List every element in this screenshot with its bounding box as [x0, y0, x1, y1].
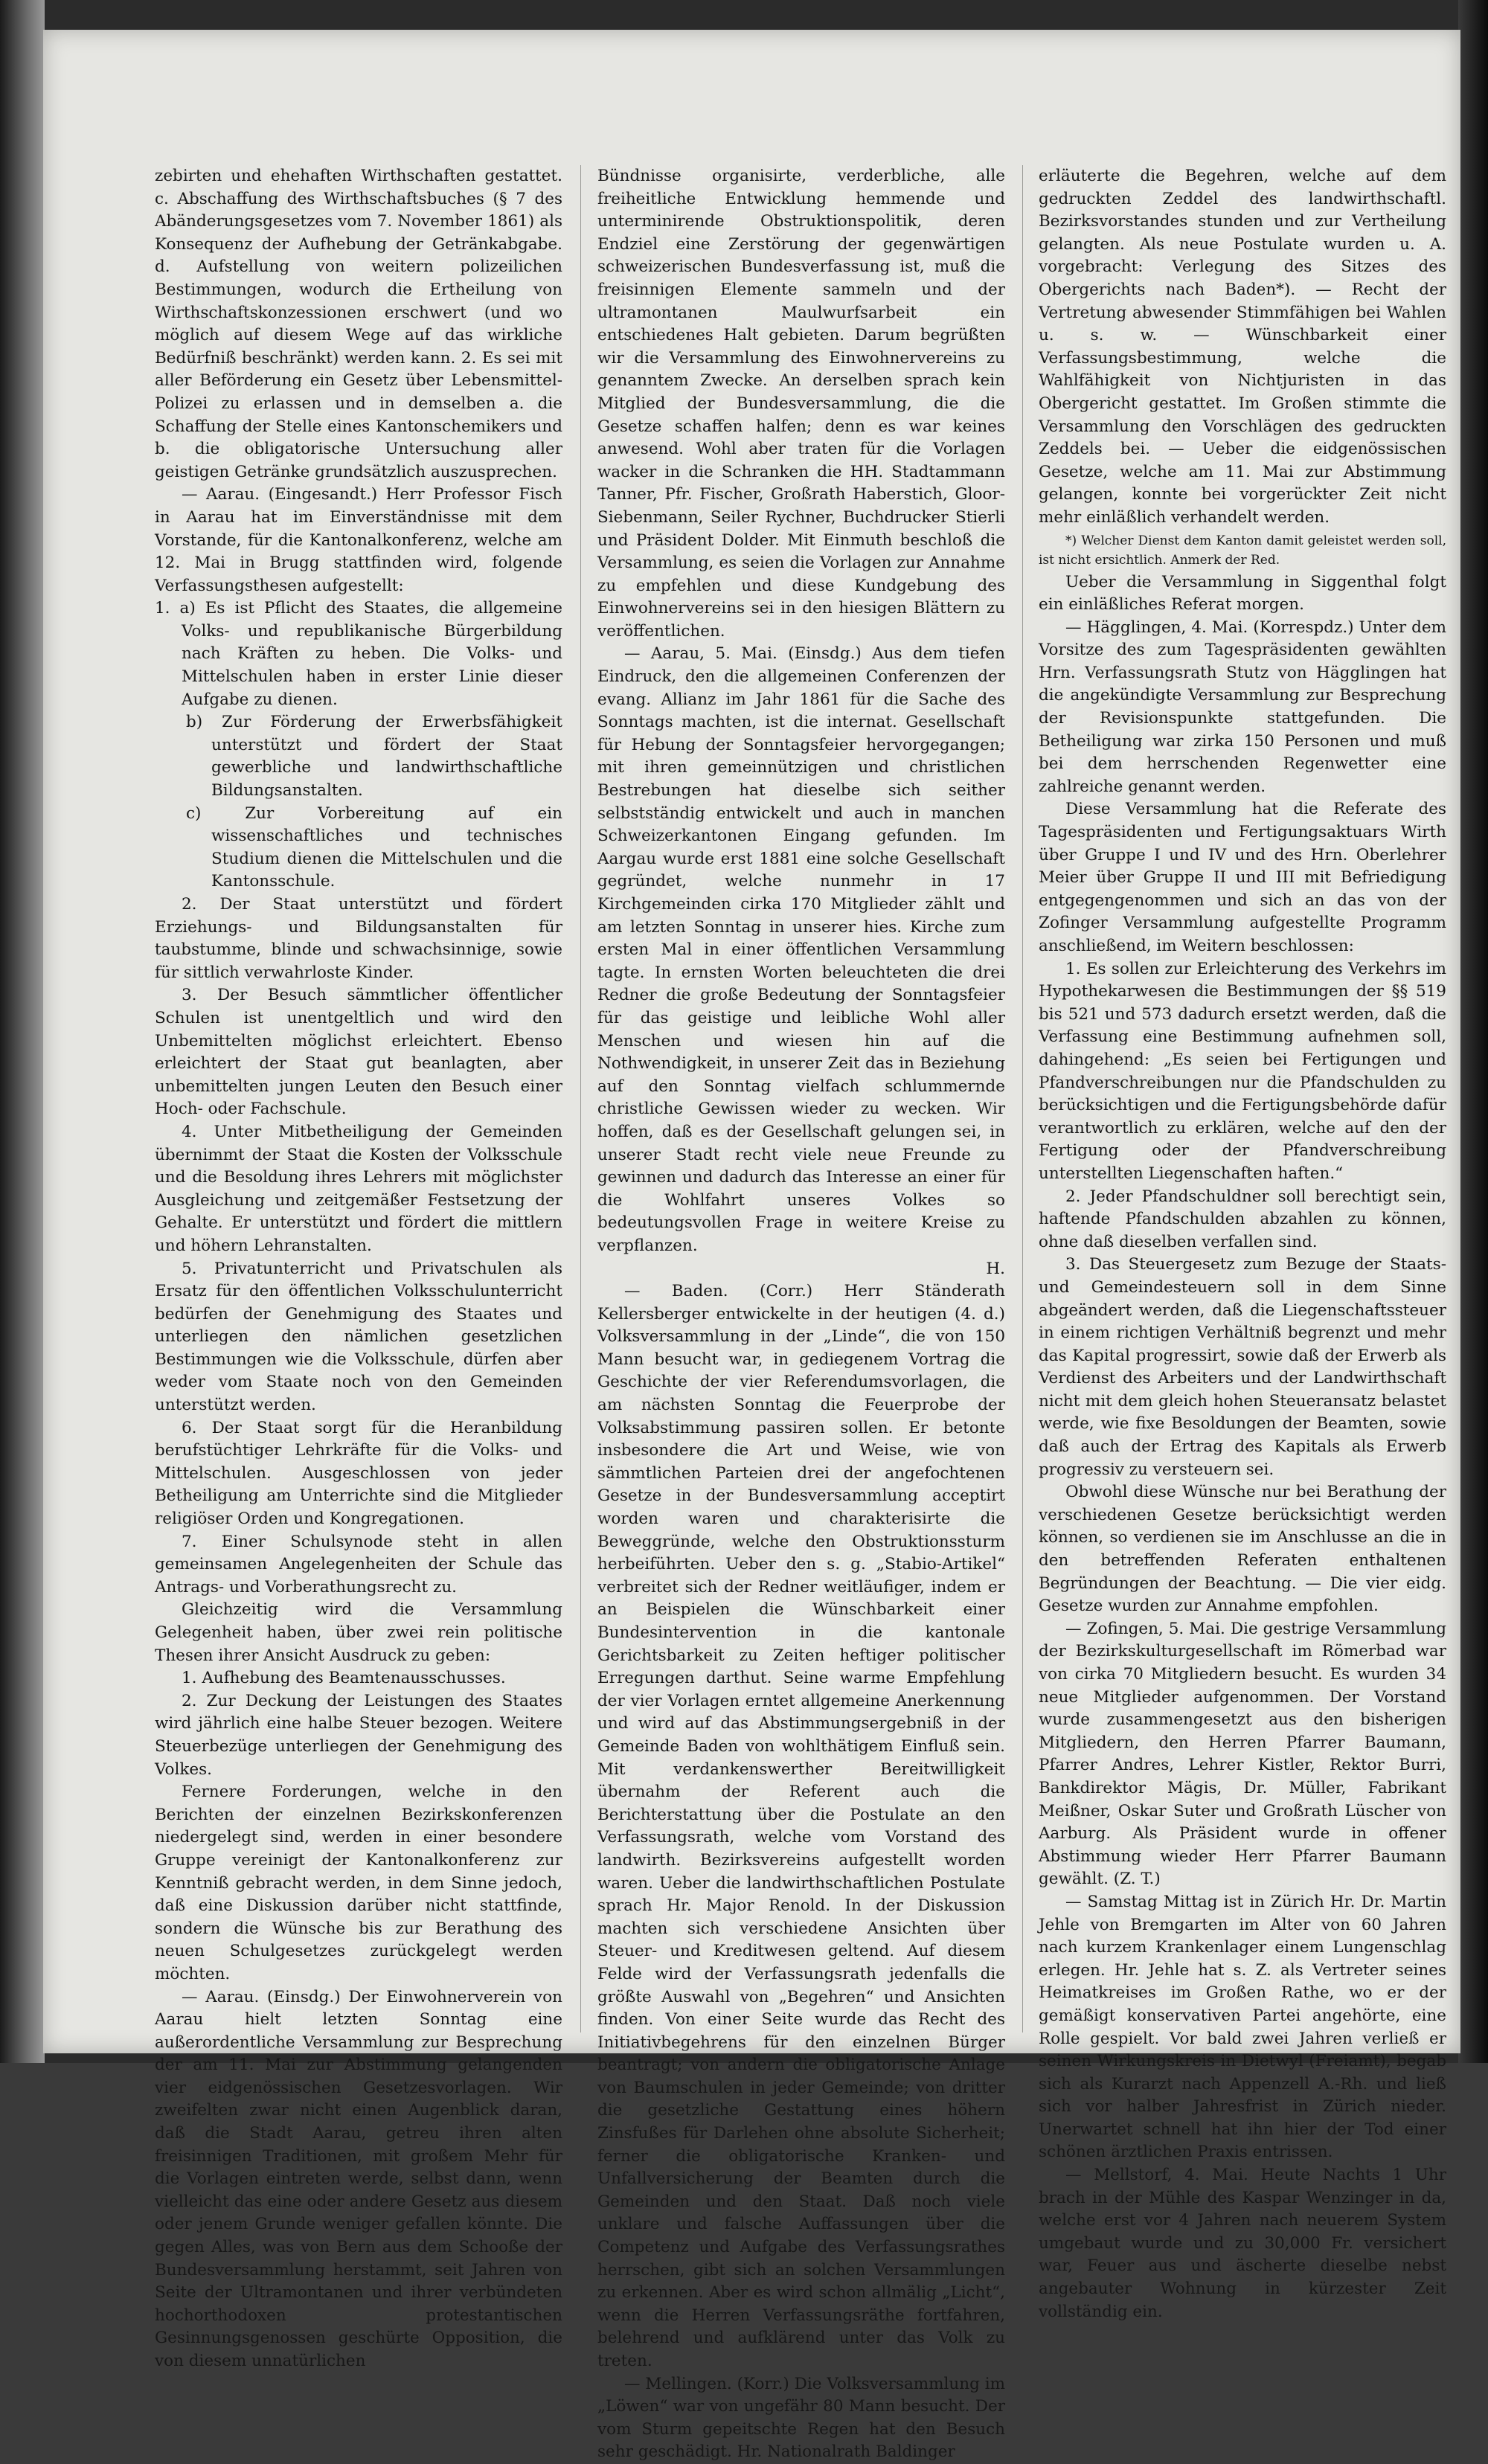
paragraph: — Aarau, 5. Mai. (Einsdg.) Aus dem tiefen Eindruck, den die allgemeinen Conferenzen der evang. Allianz im Jahr 1861 für die Sache des Sonntags machten, ist die internat. Gesellschaft für Hebung der Sonntagsfeier hervorgegangen; mit ihren gemeinnützigen und christlichen Bestrebungen hat dieselbe sich seither selbstständig entwickelt und auch in manchen Schweizerkantonen Eingang gefunden. Im Aargau wurde erst 1881 eine solche Gesellschaft gegründet, welche nunmehr in 17 Kirchgemeinden cirka 170 Mitglieder zählt und am letzten Sonntag in unserer hies. Kirche zum ersten Mal in einer öffentlichen Versammlung tagte. In ernsten Worten beleuchteten die drei Redner die große Bedeutung der Sonntagsfeier für das geistige und leibliche Wohl aller Menschen und wiesen hin auf die Nothwendigkeit, in unserer Zeit das in Beziehung auf den Sonntag vielfach schlummernde christliche Gewissen wieder zu wecken. Wir hoffen, daß es der Gesellschaft gelungen sei, in unserer Stadt recht viele neue Freunde zu gewinnen und dadurch das Interesse an einer für die Wohlfahrt unseres Volkes so bedeutungsvollen Frage in weitere Kreise zu verpflanzen.	[597, 644, 1005, 1255]
paragraph: Obwohl diese Wünsche nur bei Berathung der verschiedenen Gesetze berücksichtigt werden können, so verdienen sie im Anschlusse an die in den betreffenden Referaten enthaltenen Begründungen der Beachtung. — Die vier eidg. Gesetze wurden zur Annahme empfohlen.	[1039, 1483, 1446, 1616]
paragraph: — Aarau. (Einsdg.) Der Einwohnerverein von Aarau hielt letzten Sonntag eine außerordentliche Versammlung zur Besprechung der am 11. Mai zur Abstimmung gelangenden vier eidgenössischen Gesetzesvorlagen. Wir zweifelten zwar nicht einen Augenblick daran, daß die Stadt Aarau, getreu ihren alten freisinnigen Traditionen, mit großem Mehr für die Vorlagen eintreten werde, selbst dann, wenn vielleicht das eine oder andere Gesetz aus diesem oder jenem Grunde weniger gefallen könnte. Die gegen Alles, was von Bern aus dem Schooße der Bundesversammlung herstammt, seit Jahren von Seite der Ultramontanen und ihrer verbündeten hochorthodoxen protestantischen Gesinnungsgenossen geschürte Opposition, die von diesem unnatürlichen	[155, 1987, 562, 2370]
paragraph: Fernere Forderungen, welche in den Berichten der einzelnen Bezirkskonferenzen niedergelegt sind, werden in einer besondere Gruppe vereinigt der Kantonalkonferenz zur Kenntniß gebracht werden, in dem Sinne jedoch, daß eine Diskussion darüber nicht stattfinde, sondern die Wünsche bis zur Berathung des neuen Schulgesetzes zurückgelegt werden möchten.	[155, 1783, 562, 1983]
column-divider	[1022, 165, 1023, 2033]
source-tag: (Z. T.)	[1113, 1870, 1161, 1889]
thesis-item: 4. Unter Mitbetheiligung der Gemeinden übernimmt der Staat die Kosten der Volksschule und die Besoldung ihres Lehrers mit möglichster Ausgleichung und zeitgemäßer Festsetzung der Gehalte. Er unterstützt und fördert die mittlern und höhern Lehranstalten.	[155, 1122, 562, 1255]
thesis-item: 2. Zur Deckung der Leistungen des Staates wird jährlich eine halbe Steuer bezogen. Weitere Steuerbezüge unterliegen der Genehmigung des Volkes.	[155, 1691, 562, 1779]
newspaper-page	[43, 30, 1460, 2462]
paragraph: Diese Versammlung hat die Referate des Tagespräsidenten und Fertigungsaktuars Wirth über Gruppe I und IV und des Hrn. Oberlehrer Meier über Gruppe II und III mit Befriedigung entgegengenommen und sich an das von der Zofinger Versammlung aufgestellte Programm anschließend, im Weitern beschlossen:	[1039, 800, 1446, 955]
thesis-item: 5. Privatunterricht und Privatschulen als Ersatz für den öffentlichen Volksschulunterricht bedürfen der Genehmigung des Staates und unterliegen den nämlichen gesetzlichen Bestimmungen wie die Volksschule, dürfen aber weder vom Staate noch von den Gemeinden unterstützt werden.	[155, 1259, 562, 1415]
paragraph-text: — Zofingen, 5. Mai. Die gestrige Versammlung der Bezirkskulturgesellschaft im Römerbad war von cirka 70 Mitgliedern besucht. Es wurden 34 neue Mitglieder aufgenommen. Der Vorstand wurde zusammengesetzt aus den bisherigen Mitgliedern, den Herren Pfarrer Baumann, Pfarrer Andres, Lehrer Kistler, Rektor Burri, Bankdirektor Mägis, Dr. Müller, Fabrikant Meißner, Oskar Suter und Großrath Lüscher von Aarburg. Als Präsident wurde in offener Abstimmung wieder Herr Pfarrer Baumann gewählt.	[1039, 1619, 1446, 1889]
column-1	[155, 165, 562, 2373]
resolution-item: 2. Jeder Pfandschuldner soll berechtigt sein, haftende Pfandschulden abzahlen zu können, ohne daß dieselben verfallen sind.	[1039, 1187, 1446, 1251]
page-text-area	[155, 165, 1449, 2462]
paragraph: — Samstag Mittag ist in Zürich Hr. Dr. Martin Jehle von Bremgarten im Alter von 60 Jahren nach kurzem Krankenlager einem Lungenschlag erlegen. Hr. Jehle hat s. Z. als Vertreter seines Heimatkreises im Großen Rathe, wo er der gemäßigt konservativen Partei angehörte, eine Rolle gespielt. Vor bald zwei Jahren verließ er seinen Wirkungskreis in Dietwyl (Freiamt), begab sich als Kurarzt nach Appenzell A.-Rh. und ließ sich vor halber Jahresfrist in Zürich nieder. Unerwartet schnell hat ihn hier der Tod einer schönen ärztlichen Praxis entrissen.	[1039, 1892, 1446, 2162]
paragraph: erläuterte die Begehren, welche auf dem gedruckten Zeddel des landwirthschaftl. Bezirksvorstandes stunden und zur Vertheilung gelangten. Als neue Postulate wurden u. A. vorgebracht: Verlegung des Sitzes des Obergerichts nach Baden*). — Recht der Vertretung abwesender Stimmfähigen bei Wahlen u. s. w. — Wünschbarkeit einer Verfassungsbestimmung, welche die Wahlfähigkeit von Nichtjuristen in das Obergericht gestattet. Im Großen stimmte die Versammlung den Vorschlägen des gedruckten Zeddels bei. — Ueber die eidgenössischen Gesetze, welche am 11. Mai zur Abstimmung gelangen, konnte bei vorgerückter Zeit nicht mehr einläßlich verhandelt werden.	[1039, 167, 1446, 527]
paragraph: — Mellstorf, 4. Mai. Heute Nachts 1 Uhr brach in der Mühle des Kaspar Wenzinger in da, welche erst vor 4 Jahren nach neuerem System umgebaut wurde und zu 30,000 Fr. versichert war, Feuer aus und äscherte dieselbe nebst angebauter Wohnung in kürzester Zeit vollständig ein.	[1039, 2166, 1446, 2321]
resolution-item: 1. Es sollen zur Erleichterung des Verkehrs im Hypothekarwesen die Bestimmungen der §§ 519 bis 521 und 573 dadurch ersetzt werden, daß die Verfassung eine Bestimmung aufnehmen soll, dahingehend: „Es seien bei Fertigungen und Pfandverschreibungen nur die Pfandschulden zu berücksichtigen und die Fertigungsbehörde dafür verantwortlich zu erklären, welche auf den der Fertigung oder der Pfandverschreibung unterstellten Liegenschaften haften.“	[1039, 959, 1446, 1183]
paragraph: — Mellingen. (Korr.) Die Volksversammlung im „Löwen“ war von ungefähr 80 Mann besucht. Der vom Sturm gepeitschte Regen hat den Besuch sehr geschädigt. Hr. Nationalrath Baldinger	[597, 2374, 1005, 2462]
paragraph: — Baden. (Corr.) Herr Ständerath Kellersberger entwickelte in der heutigen (4. d.) Volksversammlung in der „Linde“, die von 150 Mann besucht war, in gediegenem Vortrag die Geschichte der vier Referendumsvorlagen, die am nächsten Sonntag die Feuerprobe der Volksabstimmung passiren sollen. Er betonte insbesondere die Art und Weise, wie von sämmtlichen Parteien drei der angefochtenen Gesetze in der Bundesversammlung acceptirt worden waren und charakterisirte die Beweggründe, welche den Obstruktionssturm herbeiführten. Ueber den s. g. „Stabio-Artikel“ verbreitet sich der Redner weitläufiger, indem er an Beispielen die Wünschbarkeit einer Bundesintervention in die kantonale Gerichtsbarkeit zu Zeiten heftiger politischer Erregungen darthut. Seine warme Empfehlung der vier Vorlagen erntet allgemeine Anerkennung und wird auf das Abstimmungsergebniß in der Gemeinde Baden von wohlthätigem Einfluß sein. Mit verdankenswerther Bereitwilligkeit übernahm der Referent auch die Berichterstattung über die Postulate an den Verfassungsrath, welche vom Vorstand des landwirth. Bezirksvereins aufgestellt worden waren. Ueber die landwirthschaftlichen Postulate sprach Hr. Major Renold. In der Diskussion machten sich verschiedene Ansichten über Steuer- und Kreditwesen geltend. Auf diesem Felde wird der Verfassungsrath jedenfalls die größte Auswahl von „Begehren“ und Ansichten finden. Von einer Seite wurde das Recht des Initiativbegehrens für den einzelnen Bürger beantragt; von andern die obligatorische Anlage von Baumschulen in jeder Gemeinde; von dritter die gesetzliche Gestattung eines höhern Zinsfußes für Darlehen ohne absolute Sicherheit; ferner die obligatorische Kranken- und Unfallversicherung der Beamten durch die Gemeinden und den Staat. Daß noch viele unklare und falsche Auffassungen über die Competenz und Aufgabe des Verfassungsrathes herrschen, gibt sich an solchen Versammlungen zu erkennen. Aber es wird schon allmälig „Licht“, wenn die Herren Verfassungsräthe fortfahren, belehrend und aufklärend unter das Volk zu treten.	[597, 1282, 1005, 2370]
thesis-item: 2. Der Staat unterstützt und fördert Erziehungs- und Bildungsanstalten für taubstumme, blinde und schwachsinnige, sowie für sittlich verwahrloste Kinder.	[155, 895, 562, 982]
paragraph: Gleichzeitig wird die Versammlung Gelegenheit haben, über zwei rein politische Thesen ihrer Ansicht Ausdruck zu geben:	[155, 1600, 562, 1665]
book-spine-edge	[0, 0, 45, 2063]
thesis-subitem: c) Zur Vorbereitung auf ein wissenschaftliches und technisches Studium dienen die Mittelschulen und die Kantonsschule.	[186, 803, 562, 891]
paragraph: Ueber die Versammlung in Siggenthal folgt ein einläßliches Referat morgen.	[1039, 572, 1446, 615]
signature: H.	[986, 1259, 1005, 1278]
thesis-item: 7. Einer Schulsynode steht in allen gemeinsamen Angelegenheiten der Schule das Antrags- und Vorberathungsrecht zu.	[155, 1532, 562, 1597]
paragraph: Bündnisse organisirte, verderbliche, alle freiheitliche Entwicklung hemmende und unterminirende Obstruktionspolitik, deren Endziel eine Zerstörung der gegenwärtigen schweizerischen Bundesverfassung ist, muß die freisinnigen Elemente sammeln und der ultramontanen Maulwurfsarbeit ein entschiedenes Halt gebieten. Darum begrüßten wir die Versammlung des Einwohnervereins zu genanntem Zwecke. An derselben sprach kein Mitglied der Bundesversammlung, die die Gesetze schaffen halfen; denn es war keines anwesend. Wohl aber traten für die Vorlagen wacker in die Schranken die HH. Stadtammann Tanner, Pfr. Fischer, Großrath Haberstich, Gloor-Siebenmann, Seiler Rychner, Buchdrucker Stierli und Präsident Dolder. Mit Einmuth beschloß die Versammlung, es seien die Vorlagen zur Annahme zu empfehlen und diese Kundgebung des Einwohnervereins sei in den hiesigen Blättern zu veröffentlichen.	[597, 167, 1005, 641]
paragraph	[1039, 1618, 1446, 1891]
thesis-subitem: b) Zur Förderung der Erwerbsfähigkeit unterstützt und fördert der Staat gewerbliche und landwirthschaftliche Bildungsanstalten.	[186, 713, 562, 801]
paragraph: — Aarau. (Eingesandt.) Herr Professor Fisch in Aarau hat im Einverständnisse mit dem Vorstande, für die Kantonalkonferenz, welche am 12. Mai in Brugg stattfinden wird, folgende Verfassungsthesen aufgestellt:	[155, 485, 562, 595]
column-divider	[580, 165, 581, 2033]
paragraph: zebirten und ehehaften Wirthschaften gestattet. c. Abschaffung des Wirthschaftsbuches (§ 7 des Abänderungsgesetzes vom 7. November 1861) als Konsequenz der Aufhebung der Getränkabgabe. d. Aufstellung von weitern polizeilichen Bestimmungen, wodurch die Ertheilung von Wirthschaftskonzessionen erschwert (und wo möglich auf diesem Wege auf das wirkliche Bedürfniß beschränkt) werden kann. 2. Es sei mit aller Beförderung ein Gesetz über Lebensmittel-Polizei zu erlassen und in demselben a. die Schaffung der Stelle eines Kantonschemikers und b. die obligatorische Untersuchung aller geistigen Getränke grundsätzlich auszusprechen.	[155, 167, 562, 481]
thesis-item: 3. Der Besuch sämmtlicher öffentlicher Schulen ist unentgeltlich und wird den Unbemittelten möglichst erleichtert. Ebenso erleichtert der Staat gut beanlagten, aber unbemittelten jungen Leuten den Besuch einer Hoch- oder Fachschule.	[155, 986, 562, 1119]
column-3	[1039, 165, 1446, 2323]
column-2	[597, 165, 1005, 2464]
thesis-item: 1. a) Es ist Pflicht des Staates, die allgemeine Volks- und republikanische Bürgerbildung nach Kräften zu heben. Die Volks- und Mittelschulen haben in erster Linie dieser Aufgabe zu dienen.	[155, 599, 562, 709]
resolution-item: 3. Das Steuergesetz zum Bezuge der Staats- und Gemeindesteuern soll in dem Sinne abgeändert werden, daß die Liegenschaftssteuer in einem richtigen Verhältniß begrenzt und mehr das Kapital progressirt, sowie daß der Erwerb als Verdienst des Arbeiters und der Landwirthschaft nicht mit dem gleich hohen Steueransatz belastet werde, wie fixe Besoldungen der Beamten, sowie daß auch der Ertrag des Kapitals als Erwerb progressiv zu versteuern sei.	[1039, 1255, 1446, 1479]
thesis-item: 1. Aufhebung des Beamtenausschusses.	[182, 1669, 506, 1688]
paragraph: — Hägglingen, 4. Mai. (Korrespdz.) Unter dem Vorsitze des zum Tagespräsidenten gewählten Hrn. Verfassungsrath Stutz von Hägglingen hat die angekündigte Versammlung zur Besprechung der Revisionspunkte stattgefunden. Die Betheiligung war zirka 150 Personen und muß bei dem herrschenden Regenwetter eine zahlreiche genannt werden.	[1039, 617, 1446, 796]
thesis-item: 6. Der Staat sorgt für die Heranbildung berufstüchtiger Lehrkräfte für die Volks- und Mittelschulen. Ausgeschlossen von jeder Betheiligung am Unterrichte sind die Mitglieder religiöser Orden und Kongregationen.	[155, 1418, 562, 1529]
footnote: *) Welcher Dienst dem Kanton damit geleistet werden soll, ist nicht ersichtlich. Anmerk der Red.	[1039, 533, 1446, 568]
book-right-edge	[1458, 0, 1488, 2063]
